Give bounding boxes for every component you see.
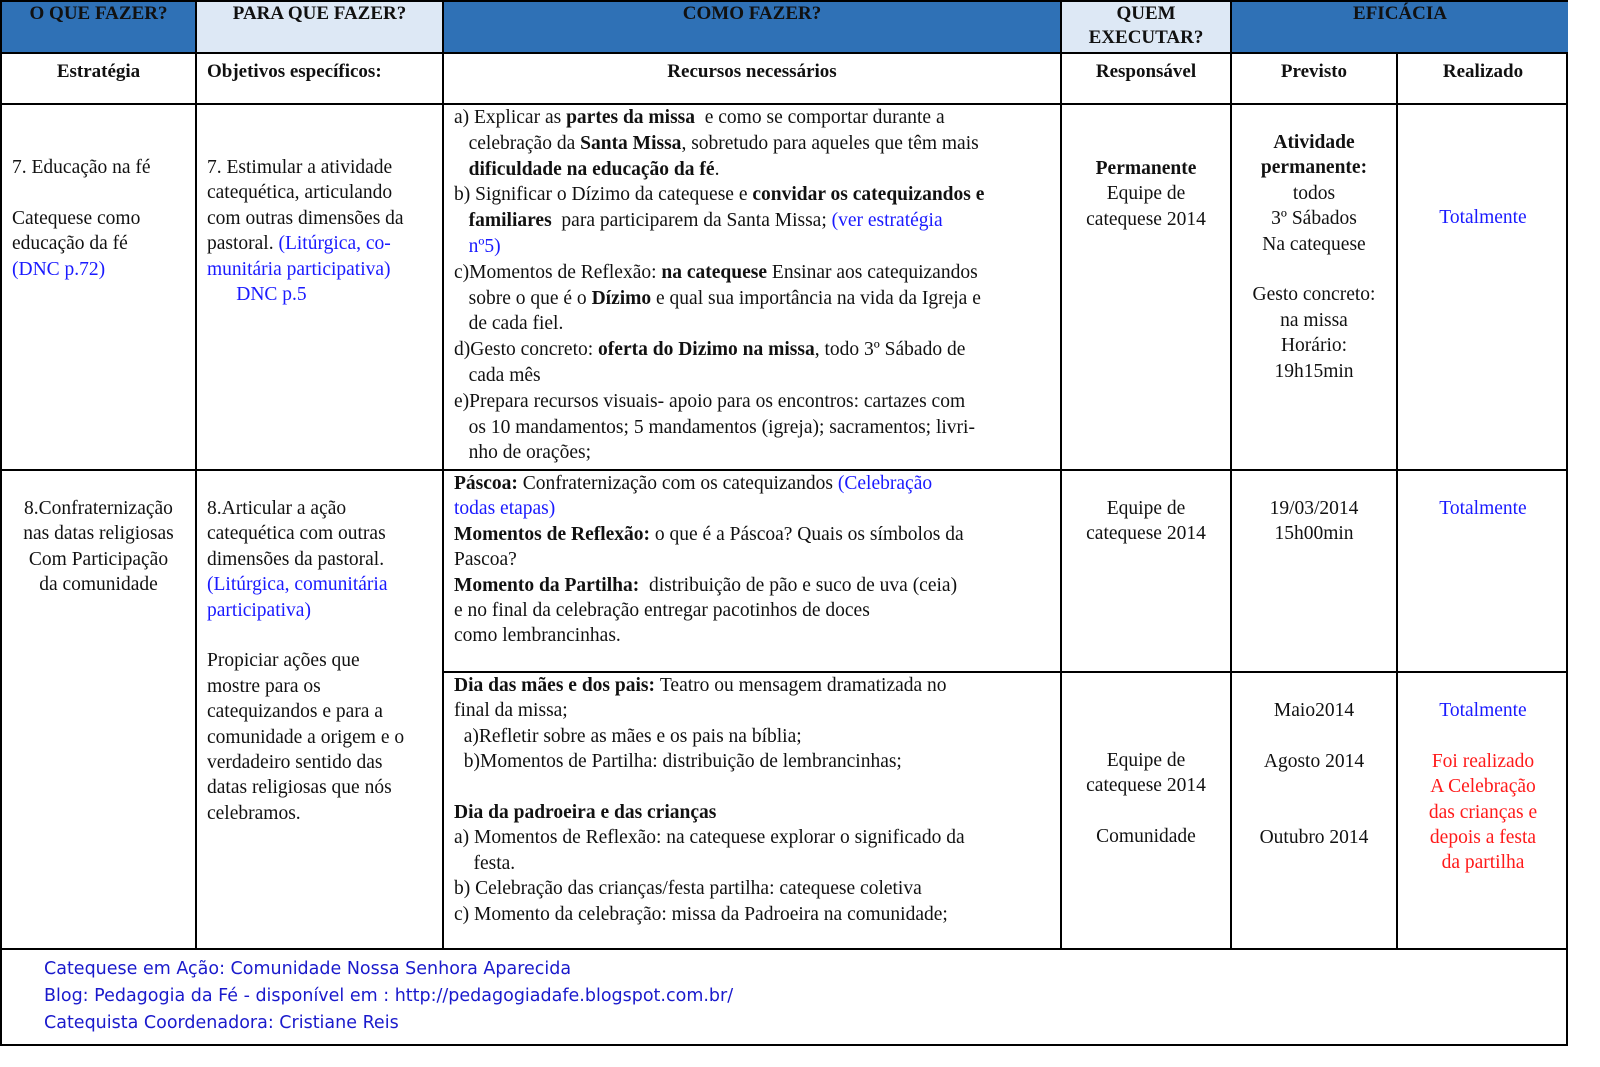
text-line bbox=[454, 131, 1060, 157]
text-segment bbox=[454, 210, 469, 231]
text-segment: Propiciar ações que bbox=[207, 650, 360, 672]
text-segment: dificuldade na educação da fé bbox=[468, 158, 715, 180]
text-segment: como lembrancinhas. bbox=[454, 625, 621, 647]
text-segment: b) Celebração das crianças/festa partilha: catequese coletiva bbox=[454, 878, 922, 900]
text-line bbox=[207, 750, 442, 775]
text-line bbox=[454, 825, 1060, 850]
footer bbox=[44, 956, 733, 1037]
text-line bbox=[207, 282, 442, 307]
text-segment: nho de orações; bbox=[454, 442, 591, 464]
text-segment: distribuição de pão e suco de uva (ceia) bbox=[639, 574, 958, 596]
text-line bbox=[454, 851, 1060, 876]
row8-strategy bbox=[2, 471, 197, 950]
text-segment: Na catequese bbox=[1262, 233, 1366, 255]
text-segment: catequética, articulando bbox=[207, 182, 393, 204]
reference-text: todas etapas) bbox=[454, 498, 556, 520]
text-segment: catequese 2014 bbox=[1086, 775, 1206, 797]
text-line bbox=[207, 155, 442, 180]
text-line bbox=[454, 800, 1060, 825]
text-segment: b) Significar o Dízimo da catequese e bbox=[454, 184, 753, 206]
text-segment: Equipe de bbox=[1106, 498, 1186, 519]
text-segment: da partilha bbox=[1441, 852, 1525, 874]
text-line bbox=[1398, 850, 1568, 875]
subheader-objectives: Objetivos específicos: bbox=[197, 54, 444, 105]
row8-objectives bbox=[197, 471, 444, 950]
text-segment: Momentos de Reflexão: bbox=[454, 523, 651, 545]
text-segment: Maio2014 bbox=[1273, 700, 1355, 721]
text-line bbox=[1062, 156, 1230, 181]
row7-planned bbox=[1232, 105, 1398, 471]
text-segment: Agosto 2014 bbox=[1263, 750, 1365, 772]
text-line bbox=[1232, 698, 1396, 723]
text-line bbox=[454, 522, 1060, 547]
text-segment: Dia das mães e dos pais: bbox=[454, 675, 655, 696]
text-line bbox=[207, 547, 442, 572]
row8b-responsible bbox=[1062, 673, 1232, 950]
reference-text: Totalmente bbox=[1439, 207, 1527, 228]
text-line bbox=[1062, 521, 1230, 546]
text-line bbox=[1398, 496, 1568, 521]
text-line bbox=[1398, 205, 1568, 230]
text-line bbox=[454, 182, 1060, 208]
reference-text: munitária participativa) bbox=[207, 258, 391, 280]
text-segment: , sobretudo para aqueles que têm mais bbox=[681, 132, 979, 154]
text-segment: partes da missa bbox=[566, 107, 695, 128]
text-line bbox=[454, 471, 1060, 496]
text-line bbox=[1232, 496, 1396, 521]
text-segment: Teatro ou mensagem dramatizada no bbox=[654, 675, 947, 696]
subheader-planned: Previsto bbox=[1232, 54, 1398, 105]
text-line bbox=[454, 673, 1060, 698]
text-segment: depois a festa bbox=[1429, 827, 1537, 849]
text-line bbox=[454, 496, 1060, 521]
text-segment: c)Momentos de Reflexão: bbox=[454, 261, 662, 283]
text-line bbox=[207, 231, 442, 256]
text-line bbox=[454, 157, 1060, 183]
header-efficacy: EFICÁCIA bbox=[1232, 2, 1568, 54]
text-segment: Com Participação bbox=[28, 548, 169, 570]
text-line bbox=[454, 573, 1060, 598]
text-segment: Catequese como bbox=[12, 207, 141, 229]
text-segment: final da missa; bbox=[454, 700, 568, 722]
row8b-done bbox=[1398, 673, 1568, 950]
text-line bbox=[1398, 749, 1568, 774]
text-line bbox=[207, 521, 442, 546]
text-line bbox=[1062, 496, 1230, 521]
reference-text: Totalmente bbox=[1439, 498, 1527, 519]
text-segment: 7. Estimular a atividade bbox=[207, 157, 393, 178]
reference-text: Totalmente bbox=[1439, 700, 1527, 721]
text-line bbox=[207, 572, 442, 597]
subheader-resources: Recursos necessários bbox=[444, 54, 1062, 105]
text-segment: 3º Sábados bbox=[1271, 208, 1357, 230]
text-segment: festa. bbox=[454, 852, 516, 874]
text-segment: Ensinar aos catequizandos bbox=[767, 261, 978, 283]
row8a-resources bbox=[444, 471, 1062, 673]
text-segment: Dia da padroeira e das crianças bbox=[454, 802, 717, 824]
text-segment: celebração da bbox=[454, 132, 581, 154]
text-line bbox=[1398, 698, 1568, 723]
text-line bbox=[1232, 282, 1396, 307]
text-line bbox=[454, 902, 1060, 927]
text-segment: 15h00min bbox=[1274, 523, 1354, 545]
text-line bbox=[207, 775, 442, 800]
text-segment: Momento da Partilha: bbox=[454, 574, 640, 596]
text-line bbox=[1232, 800, 1396, 825]
text-line bbox=[454, 547, 1060, 572]
text-line bbox=[1232, 155, 1396, 180]
text-segment: a) Explicar as bbox=[454, 107, 567, 128]
text-line bbox=[12, 206, 195, 231]
text-segment: 19/03/2014 bbox=[1269, 498, 1359, 519]
reference-text: DNC p.5 bbox=[207, 284, 307, 306]
text-line bbox=[1062, 748, 1230, 773]
text-segment: b)Momentos de Partilha: distribuição de lembrancinhas; bbox=[454, 751, 902, 773]
text-line bbox=[1062, 207, 1230, 232]
text-line bbox=[2, 496, 195, 521]
reference-text: participativa) bbox=[207, 599, 311, 621]
footer-divider bbox=[2, 948, 1568, 950]
text-segment: da comunidade bbox=[39, 574, 158, 596]
text-line bbox=[454, 440, 1060, 466]
text-segment: verdadeiro sentido das bbox=[207, 752, 383, 774]
text-line bbox=[1232, 723, 1396, 748]
text-line bbox=[2, 521, 195, 546]
text-segment: na missa bbox=[1280, 309, 1348, 331]
text-line bbox=[454, 415, 1060, 441]
text-line bbox=[454, 208, 1060, 234]
footer-coordinator: Catequista Coordenadora: Cristiane Reis bbox=[44, 1013, 399, 1033]
text-line bbox=[1232, 774, 1396, 799]
text-segment: e)Prepara recursos visuais- apoio para os encontros: cartazes com bbox=[454, 390, 966, 412]
text-line bbox=[454, 724, 1060, 749]
text-segment: Confraternização com os catequizandos bbox=[517, 473, 838, 494]
text-line bbox=[1062, 799, 1230, 824]
text-segment: A Celebração bbox=[1430, 776, 1536, 798]
text-line bbox=[1232, 232, 1396, 257]
text-line bbox=[1232, 333, 1396, 358]
text-line bbox=[454, 389, 1060, 415]
text-line bbox=[207, 180, 442, 205]
text-segment bbox=[454, 159, 469, 180]
header-what: O QUE FAZER? bbox=[2, 2, 197, 54]
text-line bbox=[454, 749, 1060, 774]
text-segment: todos bbox=[1292, 182, 1336, 204]
text-segment: comunidade a origem e o bbox=[207, 726, 405, 748]
text-segment: os 10 mandamentos; 5 mandamentos (igreja); sacramentos; livri- bbox=[454, 416, 975, 438]
text-segment: d)Gesto concreto: bbox=[454, 339, 599, 361]
text-line bbox=[454, 775, 1060, 800]
text-line bbox=[454, 234, 1060, 260]
text-line bbox=[12, 180, 195, 205]
text-line bbox=[1062, 181, 1230, 206]
text-line bbox=[454, 337, 1060, 363]
text-line bbox=[1398, 723, 1568, 748]
text-line bbox=[454, 260, 1060, 286]
text-segment: Foi realizado bbox=[1431, 750, 1535, 772]
text-segment: nas datas religiosas bbox=[23, 523, 174, 545]
text-line bbox=[454, 623, 1060, 648]
text-line bbox=[207, 674, 442, 699]
text-line bbox=[2, 547, 195, 572]
footer-community: Catequese em Ação: Comunidade Nossa Senhora Aparecida bbox=[44, 959, 572, 979]
text-segment: Equipe de bbox=[1106, 183, 1186, 205]
text-line bbox=[207, 699, 442, 724]
row8a-planned bbox=[1232, 471, 1398, 673]
text-segment: a) Momentos de Reflexão: na catequese explorar o significado da bbox=[454, 827, 965, 849]
text-line bbox=[1232, 359, 1396, 384]
text-line bbox=[454, 286, 1060, 312]
text-segment: . bbox=[714, 158, 720, 180]
text-line bbox=[207, 801, 442, 826]
text-segment: a)Refletir sobre as mães e os pais na bíblia; bbox=[454, 725, 802, 747]
text-line bbox=[454, 876, 1060, 901]
text-line bbox=[207, 257, 442, 282]
text-segment: 8.Confraternização bbox=[24, 498, 173, 519]
reference-text: (ver estratégia bbox=[831, 210, 943, 232]
text-line bbox=[207, 598, 442, 623]
text-line bbox=[207, 725, 442, 750]
text-segment: dimensões da pastoral. bbox=[207, 548, 385, 570]
text-line bbox=[1232, 257, 1396, 282]
text-segment: Páscoa: bbox=[454, 473, 518, 494]
text-segment: na catequese bbox=[661, 261, 768, 283]
text-segment: e como se comportar durante a bbox=[695, 107, 945, 128]
text-segment: para participarem da Santa Missa; bbox=[551, 210, 832, 232]
text-segment: Dízimo bbox=[591, 287, 652, 309]
text-segment: permanente: bbox=[1260, 157, 1368, 179]
text-line bbox=[1232, 825, 1396, 850]
text-line bbox=[1232, 308, 1396, 333]
text-line bbox=[1062, 824, 1230, 849]
subheader-done: Realizado bbox=[1398, 54, 1568, 105]
row7-objectives bbox=[197, 105, 444, 471]
text-segment: com outras dimensões da bbox=[207, 207, 404, 229]
text-line bbox=[1232, 206, 1396, 231]
row8a-responsible bbox=[1062, 471, 1232, 673]
text-segment: catequese 2014 bbox=[1086, 523, 1206, 545]
text-line bbox=[12, 257, 195, 282]
text-segment: Santa Missa bbox=[580, 132, 682, 154]
text-line bbox=[1232, 521, 1396, 546]
row7-resources bbox=[444, 105, 1062, 471]
text-segment: Horário: bbox=[1280, 335, 1348, 357]
text-line bbox=[1232, 749, 1396, 774]
text-segment: Equipe de bbox=[1106, 750, 1186, 771]
row7-strategy bbox=[2, 105, 197, 471]
reference-text: nº5) bbox=[454, 235, 501, 257]
reference-text: (Litúrgica, comunitária bbox=[207, 574, 388, 596]
subheader-strategy: Estratégia bbox=[2, 54, 197, 105]
text-segment: oferta do Dizimo na missa bbox=[598, 339, 815, 361]
text-segment: datas religiosas que nós bbox=[207, 777, 392, 799]
text-line bbox=[454, 105, 1060, 131]
text-segment: familiares bbox=[468, 210, 552, 232]
row8a-done bbox=[1398, 471, 1568, 673]
text-line bbox=[454, 598, 1060, 623]
subheader-responsible: Responsável bbox=[1062, 54, 1232, 105]
text-line bbox=[454, 698, 1060, 723]
text-line bbox=[454, 311, 1060, 337]
text-line bbox=[2, 572, 195, 597]
reference-text: (DNC p.72) bbox=[12, 258, 106, 280]
text-line bbox=[207, 648, 442, 673]
reference-text: (Litúrgica, co- bbox=[278, 233, 391, 255]
row8b-resources bbox=[444, 673, 1062, 950]
text-segment: celebramos. bbox=[207, 802, 301, 824]
text-segment: Pascoa? bbox=[454, 549, 517, 571]
text-line bbox=[1232, 130, 1396, 155]
text-segment: Outubro 2014 bbox=[1259, 827, 1369, 849]
text-segment: catequética com outras bbox=[207, 523, 386, 545]
text-segment: cada mês bbox=[454, 364, 541, 386]
text-segment: sobre o que é o bbox=[454, 287, 592, 309]
text-segment: Gesto concreto: bbox=[1252, 284, 1376, 306]
header-why: PARA QUE FAZER? bbox=[197, 2, 444, 54]
text-line bbox=[12, 155, 195, 180]
text-segment: 8.Articular a ação bbox=[207, 498, 347, 519]
text-line bbox=[1398, 774, 1568, 799]
row7-responsible bbox=[1062, 105, 1232, 471]
header-who: QUEM EXECUTAR? bbox=[1062, 2, 1232, 54]
text-line bbox=[207, 496, 442, 521]
text-segment: Permanente bbox=[1095, 158, 1197, 179]
text-line bbox=[207, 206, 442, 231]
header-how: COMO FAZER? bbox=[444, 2, 1062, 54]
text-segment: pastoral. bbox=[207, 233, 279, 255]
text-segment: de cada fiel. bbox=[454, 313, 564, 335]
text-segment: e no final da celebração entregar pacotinhos de doces bbox=[454, 600, 870, 622]
text-segment: Atividade bbox=[1273, 132, 1355, 153]
text-line bbox=[207, 623, 442, 648]
text-segment: catequizandos e para a bbox=[207, 701, 383, 723]
text-segment: convidar os catequizandos e bbox=[752, 184, 985, 206]
text-segment: , todo 3º Sábado de bbox=[814, 339, 966, 361]
footer-blog-link[interactable]: Blog: Pedagogia da Fé - disponível em : http://pedagogiadafe.blogspot.com.br/ bbox=[44, 986, 734, 1006]
row8b-planned bbox=[1232, 673, 1398, 950]
text-line bbox=[1062, 773, 1230, 798]
row7-done bbox=[1398, 105, 1568, 471]
text-segment: das crianças e bbox=[1428, 801, 1538, 823]
text-line bbox=[1398, 825, 1568, 850]
reference-text: (Celebração bbox=[837, 473, 933, 494]
text-segment: o que é a Páscoa? Quais os símbolos da bbox=[650, 523, 964, 545]
text-segment: educação da fé bbox=[12, 233, 128, 255]
text-segment: Comunidade bbox=[1096, 826, 1196, 848]
text-line bbox=[454, 363, 1060, 389]
text-segment: catequese 2014 bbox=[1086, 208, 1206, 230]
text-segment: mostre para os bbox=[207, 675, 321, 697]
text-segment: c) Momento da celebração: missa da Padroeira na comunidade; bbox=[454, 903, 948, 925]
text-line bbox=[1398, 800, 1568, 825]
text-segment: 19h15min bbox=[1274, 360, 1354, 382]
text-line bbox=[1232, 181, 1396, 206]
text-line bbox=[12, 231, 195, 256]
text-segment: 7. Educação na fé bbox=[12, 157, 151, 178]
text-segment: e qual sua importância na vida da Igreja e bbox=[651, 287, 981, 309]
